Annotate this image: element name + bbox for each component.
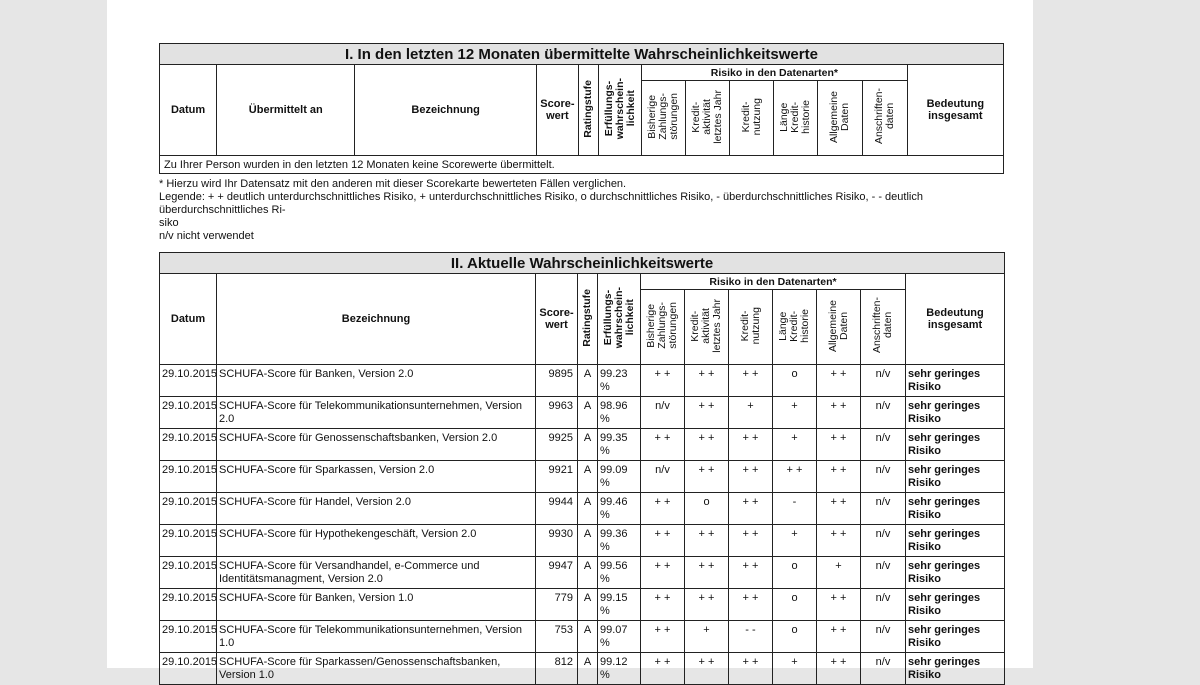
cell-risk: + + bbox=[773, 461, 817, 493]
cell-erfuellung: 99.46 % bbox=[598, 493, 641, 525]
cell-datum: 29.10.2015 bbox=[160, 621, 217, 653]
cell-risk: o bbox=[773, 621, 817, 653]
cell-datum: 29.10.2015 bbox=[160, 461, 217, 493]
cell-bezeichnung: SCHUFA-Score für Sparkassen, Version 2.0 bbox=[217, 461, 536, 493]
cell-bezeichnung: SCHUFA-Score für Hypothekengeschäft, Version 2.0 bbox=[217, 525, 536, 557]
cell-scorewert: 812 bbox=[536, 653, 578, 685]
cell-ratingstufe: A bbox=[578, 525, 598, 557]
cell-risk: + + bbox=[729, 557, 773, 589]
col-header-scorewert: Score- wert bbox=[536, 274, 578, 365]
risk-col-header: Anschriften- daten bbox=[862, 81, 907, 156]
cell-risk: + + bbox=[817, 493, 861, 525]
cell-risk: + + bbox=[729, 365, 773, 397]
cell-bedeutung: sehr geringes Risiko bbox=[906, 397, 1005, 429]
table-row bbox=[160, 365, 1005, 397]
cell-datum: 29.10.2015 bbox=[160, 429, 217, 461]
cell-scorewert: 9895 bbox=[536, 365, 578, 397]
cell-bedeutung: sehr geringes Risiko bbox=[906, 461, 1005, 493]
cell-risk: n/v bbox=[861, 525, 906, 557]
table-row bbox=[160, 653, 1005, 685]
cell-risk: + + bbox=[641, 589, 685, 621]
risk-col-header: Länge Kredit- historie bbox=[774, 81, 818, 156]
risk-col-header: Allgemeine Daten bbox=[818, 81, 862, 156]
cell-bezeichnung: SCHUFA-Score für Banken, Version 2.0 bbox=[217, 365, 536, 397]
cell-ratingstufe: A bbox=[578, 429, 598, 461]
cell-erfuellung: 99.56 % bbox=[598, 557, 641, 589]
cell-scorewert: 9930 bbox=[536, 525, 578, 557]
cell-risk: + + bbox=[641, 557, 685, 589]
cell-risk: + + bbox=[729, 653, 773, 685]
cell-ratingstufe: A bbox=[578, 589, 598, 621]
cell-scorewert: 9925 bbox=[536, 429, 578, 461]
cell-risk: - - bbox=[729, 621, 773, 653]
risk-col-header: Länge Kredit- historie bbox=[773, 290, 817, 365]
cell-ratingstufe: A bbox=[578, 557, 598, 589]
col-header-bezeichnung: Bezeichnung bbox=[355, 65, 536, 156]
cell-risk: + bbox=[817, 557, 861, 589]
cell-risk: + bbox=[685, 621, 729, 653]
cell-risk: + bbox=[773, 397, 817, 429]
cell-risk: + + bbox=[817, 365, 861, 397]
cell-risk: + + bbox=[685, 557, 729, 589]
cell-bezeichnung: SCHUFA-Score für Versandhandel, e-Commerce und Identitätsmanagment, Version 2.0 bbox=[217, 557, 536, 589]
footnote bbox=[159, 178, 1004, 243]
cell-risk: + + bbox=[817, 429, 861, 461]
table-row bbox=[160, 525, 1005, 557]
cell-risk: + bbox=[773, 429, 817, 461]
cell-bezeichnung: SCHUFA-Score für Handel, Version 2.0 bbox=[217, 493, 536, 525]
cell-risk: n/v bbox=[641, 461, 685, 493]
cell-risk: n/v bbox=[861, 589, 906, 621]
cell-risk: + + bbox=[729, 589, 773, 621]
col-header-erfuellung: Erfüllungs- wahrschein- lichkeit bbox=[598, 274, 641, 365]
cell-ratingstufe: A bbox=[578, 493, 598, 525]
legend-line: Legende: + + deutlich unterdurchschnittliches Risiko, + unterdurchschnittliches Risiko, o durchschnittliches Risiko, - überdurchschnittliches Risiko, - - deutlich überdurchschnittliches Ri- bbox=[159, 191, 923, 216]
cell-risk: + + bbox=[685, 365, 729, 397]
col-header-erfuellung: Erfüllungs- wahrschein- lichkeit bbox=[599, 65, 642, 156]
transmitted-scores-table bbox=[159, 43, 1004, 174]
cell-risk: + + bbox=[685, 525, 729, 557]
table-row bbox=[160, 397, 1005, 429]
cell-risk: + + bbox=[641, 653, 685, 685]
cell-datum: 29.10.2015 bbox=[160, 397, 217, 429]
cell-risk: - bbox=[773, 493, 817, 525]
col-header-bedeutung: Bedeutung insgesamt bbox=[906, 274, 1005, 365]
cell-bezeichnung: SCHUFA-Score für Telekommunikationsunternehmen, Version 2.0 bbox=[217, 397, 536, 429]
table-row bbox=[160, 461, 1005, 493]
table-row bbox=[160, 429, 1005, 461]
cell-risk: n/v bbox=[861, 365, 906, 397]
cell-risk: + + bbox=[817, 589, 861, 621]
cell-risk: + + bbox=[729, 461, 773, 493]
cell-datum: 29.10.2015 bbox=[160, 557, 217, 589]
cell-erfuellung: 98.96 % bbox=[598, 397, 641, 429]
risk-col-header: Allgemeine Daten bbox=[817, 290, 861, 365]
footnote-line: * Hierzu wird Ihr Datensatz mit den anderen mit dieser Scorekarte bewerteten Fällen verglichen. bbox=[159, 178, 627, 190]
col-header-datum: Datum bbox=[160, 274, 217, 365]
legend-line: siko bbox=[159, 217, 179, 229]
cell-risk: o bbox=[773, 589, 817, 621]
cell-risk: + + bbox=[817, 397, 861, 429]
table-row bbox=[160, 621, 1005, 653]
col-header-bedeutung: Bedeutung insgesamt bbox=[907, 65, 1003, 156]
col-header-bezeichnung: Bezeichnung bbox=[217, 274, 536, 365]
cell-risk: + + bbox=[685, 589, 729, 621]
cell-ratingstufe: A bbox=[578, 461, 598, 493]
risk-col-header: Bisherige Zahlungs- störungen bbox=[642, 81, 686, 156]
cell-risk: + + bbox=[729, 429, 773, 461]
risk-group-header: Risiko in den Datenarten* bbox=[641, 274, 906, 290]
cell-bedeutung: sehr geringes Risiko bbox=[906, 557, 1005, 589]
cell-datum: 29.10.2015 bbox=[160, 589, 217, 621]
cell-risk: + + bbox=[817, 653, 861, 685]
cell-risk: + + bbox=[729, 525, 773, 557]
cell-erfuellung: 99.09 % bbox=[598, 461, 641, 493]
table-row bbox=[160, 589, 1005, 621]
cell-risk: n/v bbox=[641, 397, 685, 429]
cell-risk: o bbox=[773, 365, 817, 397]
cell-erfuellung: 99.07 % bbox=[598, 621, 641, 653]
section1-title: I. In den letzten 12 Monaten übermittelte Wahrscheinlichkeitswerte bbox=[160, 44, 1004, 65]
cell-risk: n/v bbox=[861, 493, 906, 525]
cell-risk: + bbox=[773, 653, 817, 685]
cell-bedeutung: sehr geringes Risiko bbox=[906, 653, 1005, 685]
cell-risk: n/v bbox=[861, 397, 906, 429]
col-header-scorewert: Score- wert bbox=[536, 65, 578, 156]
cell-risk: + + bbox=[685, 461, 729, 493]
cell-ratingstufe: A bbox=[578, 621, 598, 653]
cell-risk: + + bbox=[817, 525, 861, 557]
cell-risk: + bbox=[729, 397, 773, 429]
cell-risk: + + bbox=[641, 621, 685, 653]
cell-bezeichnung: SCHUFA-Score für Sparkassen/Genossenschaftsbanken, Version 1.0 bbox=[217, 653, 536, 685]
risk-col-header: Bisherige Zahlungs- störungen bbox=[641, 290, 685, 365]
document-page bbox=[107, 0, 1033, 681]
cell-risk: + + bbox=[641, 429, 685, 461]
section2-title: II. Aktuelle Wahrscheinlichkeitswerte bbox=[160, 253, 1005, 274]
cell-risk: + + bbox=[641, 493, 685, 525]
cell-datum: 29.10.2015 bbox=[160, 365, 217, 397]
table-row bbox=[160, 557, 1005, 589]
cell-risk: + + bbox=[685, 429, 729, 461]
cell-scorewert: 753 bbox=[536, 621, 578, 653]
cell-ratingstufe: A bbox=[578, 397, 598, 429]
cell-erfuellung: 99.12 % bbox=[598, 653, 641, 685]
cell-scorewert: 779 bbox=[536, 589, 578, 621]
cell-bezeichnung: SCHUFA-Score für Genossenschaftsbanken, Version 2.0 bbox=[217, 429, 536, 461]
legend-line: n/v nicht verwendet bbox=[159, 230, 254, 242]
cell-erfuellung: 99.23 % bbox=[598, 365, 641, 397]
cell-bedeutung: sehr geringes Risiko bbox=[906, 429, 1005, 461]
cell-risk: + bbox=[773, 525, 817, 557]
cell-erfuellung: 99.35 % bbox=[598, 429, 641, 461]
cell-datum: 29.10.2015 bbox=[160, 493, 217, 525]
risk-col-header: Kredit- aktivität letztes Jahr bbox=[685, 290, 729, 365]
cell-scorewert: 9963 bbox=[536, 397, 578, 429]
cell-bedeutung: sehr geringes Risiko bbox=[906, 365, 1005, 397]
col-header-ratingstufe: Ratingstufe bbox=[578, 274, 598, 365]
cell-ratingstufe: A bbox=[578, 365, 598, 397]
cell-risk: n/v bbox=[861, 653, 906, 685]
cell-datum: 29.10.2015 bbox=[160, 525, 217, 557]
cell-risk: o bbox=[773, 557, 817, 589]
cell-bedeutung: sehr geringes Risiko bbox=[906, 493, 1005, 525]
cell-bedeutung: sehr geringes Risiko bbox=[906, 525, 1005, 557]
cell-ratingstufe: A bbox=[578, 653, 598, 685]
cell-risk: n/v bbox=[861, 429, 906, 461]
cell-erfuellung: 99.15 % bbox=[598, 589, 641, 621]
table-row bbox=[160, 493, 1005, 525]
cell-erfuellung: 99.36 % bbox=[598, 525, 641, 557]
cell-scorewert: 9944 bbox=[536, 493, 578, 525]
cell-risk: + + bbox=[729, 493, 773, 525]
cell-datum: 29.10.2015 bbox=[160, 653, 217, 685]
cell-risk: + + bbox=[641, 365, 685, 397]
risk-group-header: Risiko in den Datenarten* bbox=[642, 65, 908, 81]
cell-risk: + + bbox=[685, 653, 729, 685]
cell-scorewert: 9921 bbox=[536, 461, 578, 493]
current-scores-table bbox=[159, 252, 1005, 685]
empty-message: Zu Ihrer Person wurden in den letzten 12 Monaten keine Scorewerte übermittelt. bbox=[160, 156, 1004, 174]
cell-risk: + + bbox=[685, 397, 729, 429]
cell-risk: n/v bbox=[861, 621, 906, 653]
col-header-uebermittelt-an: Übermittelt an bbox=[217, 65, 355, 156]
cell-bedeutung: sehr geringes Risiko bbox=[906, 621, 1005, 653]
cell-bezeichnung: SCHUFA-Score für Telekommunikationsunternehmen, Version 1.0 bbox=[217, 621, 536, 653]
col-header-ratingstufe: Ratingstufe bbox=[578, 65, 598, 156]
cell-risk: + + bbox=[817, 461, 861, 493]
risk-col-header: Anschriften- daten bbox=[861, 290, 906, 365]
cell-bedeutung: sehr geringes Risiko bbox=[906, 589, 1005, 621]
risk-col-header: Kredit- aktivität letztes Jahr bbox=[686, 81, 730, 156]
cell-risk: + + bbox=[817, 621, 861, 653]
risk-col-header: Kredit- nutzung bbox=[730, 81, 774, 156]
cell-risk: n/v bbox=[861, 557, 906, 589]
score-rows bbox=[160, 365, 1005, 685]
cell-risk: o bbox=[685, 493, 729, 525]
cell-risk: + + bbox=[641, 525, 685, 557]
risk-col-header: Kredit- nutzung bbox=[729, 290, 773, 365]
cell-bezeichnung: SCHUFA-Score für Banken, Version 1.0 bbox=[217, 589, 536, 621]
col-header-datum: Datum bbox=[160, 65, 217, 156]
cell-scorewert: 9947 bbox=[536, 557, 578, 589]
cell-risk: n/v bbox=[861, 461, 906, 493]
